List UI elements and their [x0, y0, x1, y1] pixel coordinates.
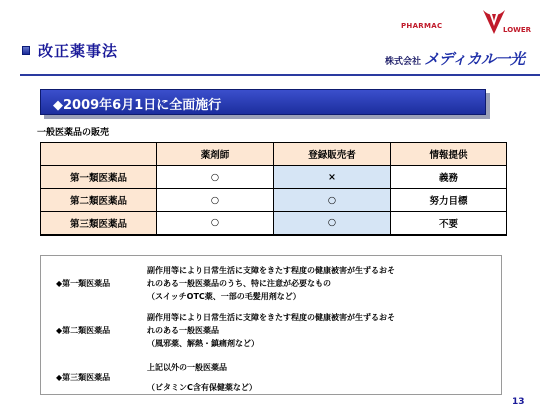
logo-top-text: PHARMAC	[401, 22, 443, 30]
cell-pharmacist: ○	[157, 212, 274, 235]
row-category: 第二類医薬品	[41, 189, 157, 212]
cell-pharmacist: ○	[157, 166, 274, 189]
table-row	[41, 189, 507, 212]
sales-table	[40, 142, 507, 236]
description-line: （ビタミンC含有保健薬など）	[147, 383, 257, 392]
description-label: ◆第一類医薬品	[56, 279, 111, 288]
description-text	[147, 311, 492, 350]
description-label: ◆第三類医薬品	[56, 373, 111, 382]
table-header-registered-seller: 登録販売者	[274, 143, 391, 166]
description-label: ◆第二類医薬品	[56, 326, 111, 335]
logo-company-name: メディカル一光	[424, 50, 525, 68]
description-line: れのある一般医薬品	[147, 326, 219, 335]
cell-info: 義務	[391, 166, 507, 189]
cell-registered-seller: ○	[274, 189, 391, 212]
section-label: 一般医薬品の販売	[37, 128, 110, 138]
table-header-info: 情報提供	[391, 143, 507, 166]
header-divider	[20, 74, 540, 76]
banner-text: ◆2009年6月1日に全面施行	[53, 98, 222, 113]
page-number: 13	[512, 397, 525, 407]
table-header-pharmacist: 薬剤師	[157, 143, 274, 166]
table-row	[41, 212, 507, 235]
cell-registered-seller: ○	[274, 212, 391, 235]
description-line: 副作用等により日常生活に支障をきたす程度の健康被害が生ずるおそ	[147, 313, 395, 322]
table-header-row	[41, 143, 507, 166]
slide-title: 改正薬事法	[38, 42, 119, 60]
description-line: （スイッチOTC薬、一部の毛髪用剤など）	[147, 292, 301, 301]
category-descriptions	[40, 255, 502, 395]
row-category: 第三類医薬品	[41, 212, 157, 235]
logo-company	[385, 48, 524, 69]
description-line: 上記以外の一般医薬品	[147, 363, 227, 372]
description-text	[147, 264, 492, 303]
description-text	[147, 358, 492, 398]
description-line: （風邪薬、解熱・鎮痛剤など）	[147, 339, 259, 348]
description-line: 副作用等により日常生活に支障をきたす程度の健康被害が生ずるおそ	[147, 266, 395, 275]
cell-info: 不要	[391, 212, 507, 235]
table-row	[41, 166, 507, 189]
table-header-corner	[41, 143, 157, 166]
logo-company-prefix: 株式会社	[385, 57, 422, 67]
cell-registered-seller: ×	[274, 166, 391, 189]
cell-pharmacist: ○	[157, 189, 274, 212]
title-bullet-icon	[22, 46, 30, 55]
row-category: 第一類医薬品	[41, 166, 157, 189]
company-logo	[385, 8, 550, 70]
date-banner	[40, 89, 486, 115]
description-line: れのある一般医薬品のうち、特に注意が必要なもの	[147, 279, 331, 288]
logo-right-text: LOWER	[503, 26, 532, 34]
cell-info: 努力目標	[391, 189, 507, 212]
